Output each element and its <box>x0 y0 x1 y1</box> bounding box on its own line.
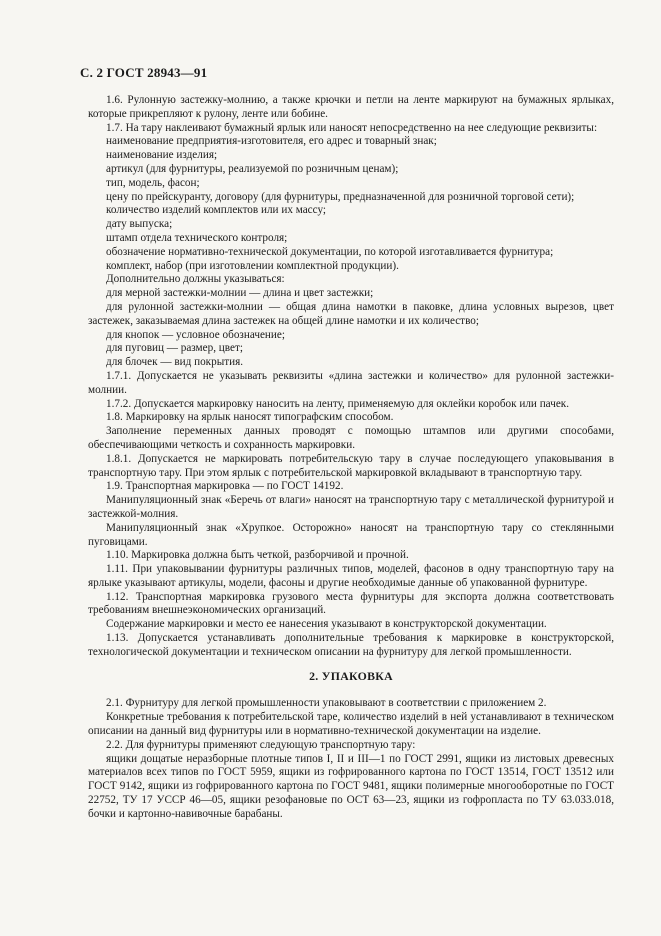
paragraph: 1.9. Транспортная маркировка — по ГОСТ 14192. <box>106 480 344 493</box>
paragraph: артикул (для фурнитуры, реализуемой по розничным ценам); <box>106 162 399 175</box>
section-2-text <box>88 697 614 821</box>
paragraph: 1.7. На тару наклеивают бумажный ярлык или наносят непосредственно на нее следующие реквизиты: <box>106 121 598 134</box>
running-head: С. 2 ГОСТ 28943—91 <box>80 65 208 80</box>
paragraph: 1.7.1. Допускается не указывать реквизиты «длина застежки и количество» для рулонной застежки-молнии. <box>88 369 614 396</box>
section-1-text <box>88 94 614 660</box>
paragraph: Заполнение переменных данных проводят с помощью штампов или другими способами, обеспечивающими четкость и сохранность маркировки. <box>88 425 614 451</box>
paragraph: 1.8. Маркировку на ярлык наносят типографским способом. <box>106 411 394 424</box>
paragraph: 1.13. Допускается устанавливать дополнительные требования к маркировке в конструкторской, технологической документации и техническом описании на фурнитуру для легкой промышленности. <box>88 632 614 658</box>
paragraph: наименование изделия; <box>106 149 218 162</box>
paragraph: Конкретные требования к потребительской таре, количество изделий в ней устанавливают в техническом описании на данный вид фурнитуры или в нормативно-технической документации на изделие. <box>88 711 614 738</box>
paragraph: 1.11. При упаковывании фурнитуры различных типов, моделей, фасонов в одну транспортную тару на ярлыке указывают артикулы, модели, фасоны и другие необходимые данные об упакованной фурнитуре. <box>88 563 614 589</box>
paragraph: 1.12. Транспортная маркировка грузового места фурнитуры для экспорта должна соответствовать требованиям внешнеэкономических организаций. <box>88 590 614 617</box>
paragraph: 1.7.2. Допускается маркировку наносить на ленту, применяемую для оклейки коробок или пачек. <box>106 397 570 410</box>
paragraph: ящики дощатые неразборные плотные типов I, II и III—1 по ГОСТ 2991, ящики из листовых древесных материалов всех типов по ГОСТ 5959, ящики из гофрированного картона по ГОСТ 13514, ГОСТ 13512 или ГОСТ 9142, ящики из гофрированного картона по ГОСТ 9481, ящики полимерные многооборотные по ГОСТ 22752, ТУ 17 УССР 46—05, ящики резофановые по ОСТ 63—23, ящики из гофропласта по ТУ 63.033.018, бочки и картонно-навивочные барабаны. <box>88 752 614 820</box>
paragraph: тип, модель, фасон; <box>106 176 200 189</box>
paragraph: дату выпуска; <box>106 218 173 231</box>
section-2-title: 2. УПАКОВКА <box>309 668 393 683</box>
paragraph: штамп отдела технического контроля; <box>106 231 288 244</box>
paragraph: для мерной застежки-молнии — длина и цвет застежки; <box>106 287 374 300</box>
paragraph: комплект, набор (при изготовлении комплектной продукции). <box>106 259 399 272</box>
paragraph: для блочек — вид покрытия. <box>106 356 244 369</box>
paragraph: Манипуляционный знак «Беречь от влаги» наносят на транспортную тару с металлической фурнитурой и застежкой-молния. <box>88 494 614 520</box>
paragraph: 2.1. Фурнитуру для легкой промышленности упаковывают в соответствии с приложением 2. <box>106 697 547 710</box>
paragraph: наименование предприятия-изготовителя, его адрес и товарный знак; <box>106 135 437 148</box>
paragraph: для пуговиц — размер, цвет; <box>106 342 243 355</box>
paragraph: цену по прейскуранту, договору (для фурнитуры, предназначенной для розничной торговой сети); <box>106 190 575 203</box>
paragraph: 1.10. Маркировка должна быть четкой, разборчивой и прочной. <box>106 549 409 562</box>
paragraph: Содержание маркировки и место ее нанесения указывают в конструкторской документации. <box>106 618 547 631</box>
paragraph: количество изделий комплектов или их массу; <box>106 204 327 217</box>
paragraph: 1.6. Рулонную застежку-молнию, а также крючки и петли на ленте маркируют на бумажных ярлыках, которые прикрепляют к рулону, ленте или бобине. <box>88 94 614 120</box>
paragraph: для кнопок — условное обозначение; <box>106 328 285 341</box>
document-body <box>88 94 614 822</box>
paragraph: 2.2. Для фурнитуры применяют следующую транспортную тару: <box>106 738 416 751</box>
paragraph: Манипуляционный знак «Хрупкое. Осторожно» наносят на транспортную тару со стеклянными пуговицами. <box>88 521 614 548</box>
paragraph: обозначение нормативно-технической документации, по которой изготавливается фурнитура; <box>106 245 554 258</box>
paragraph: для рулонной застежки-молнии — общая длина намотки в паковке, длина условных вырезов, цвет застежек, заказываемая длина застежек на общей длине намотки и их количество; <box>88 300 614 327</box>
paragraph: Дополнительно должны указываться: <box>106 273 285 286</box>
paragraph: 1.8.1. Допускается не маркировать потребительскую тару в случае последующего упаковывания в транспортную тару. При этом ярлык с потребительской маркировкой вкладывают в транспортную тару. <box>88 452 614 479</box>
